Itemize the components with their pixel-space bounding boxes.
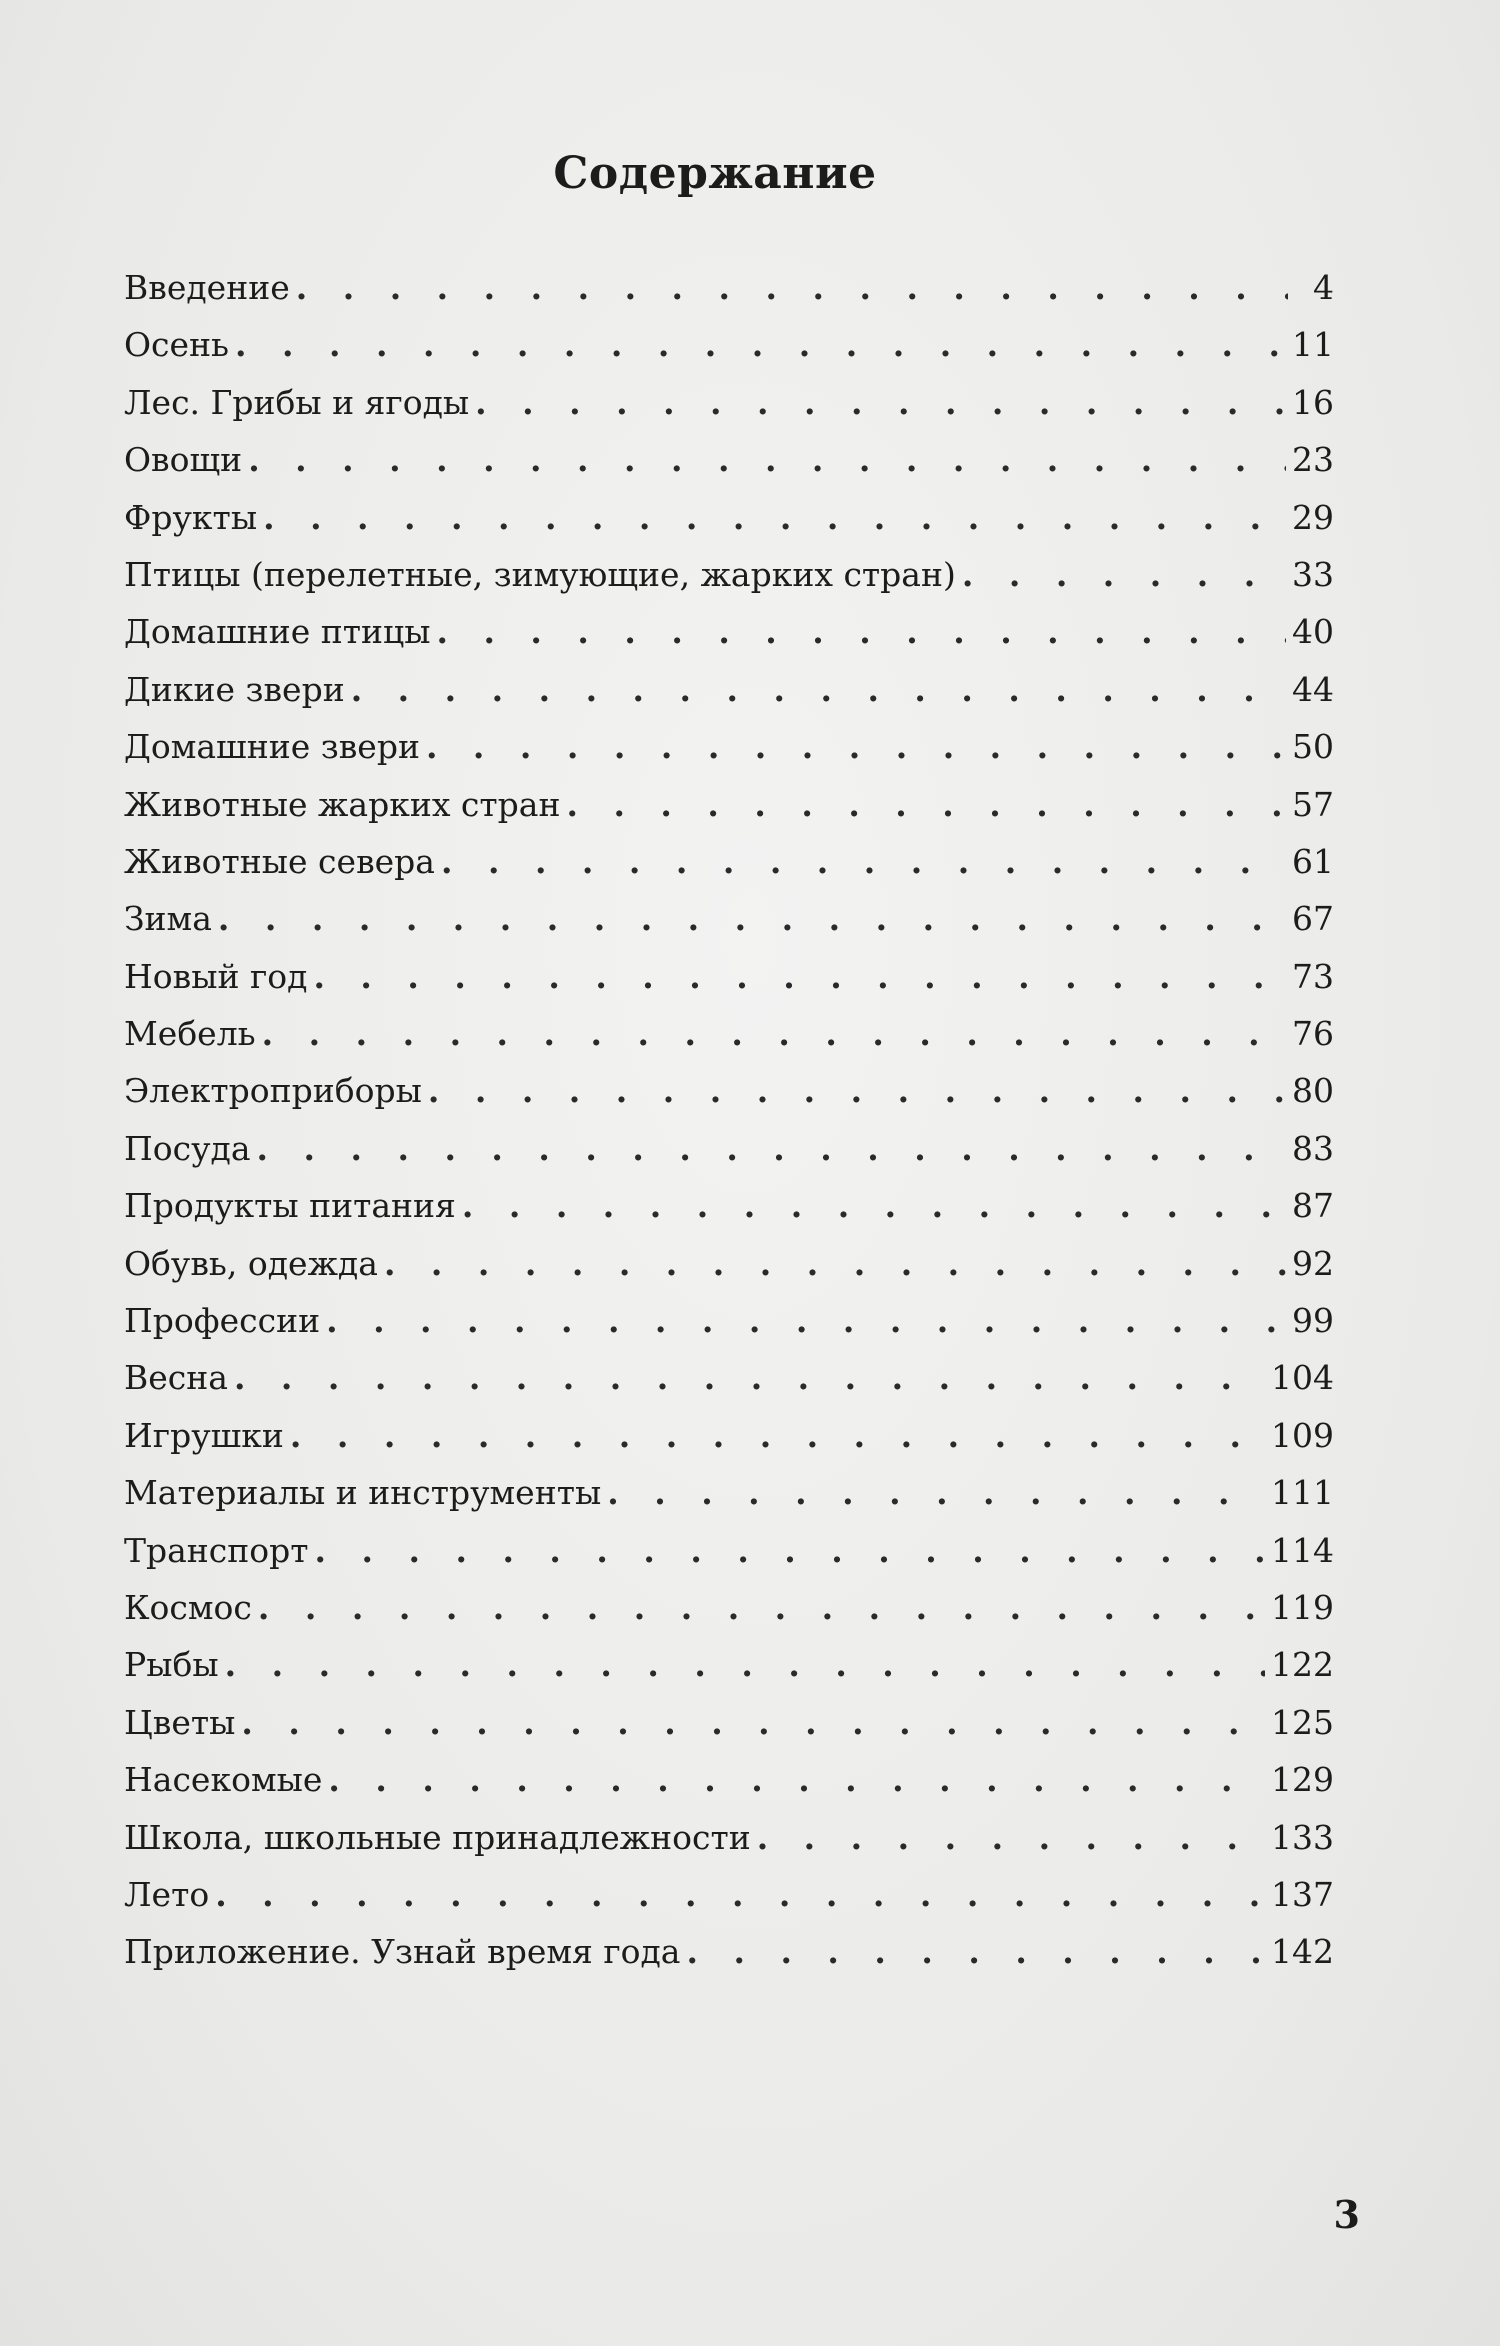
toc-entry-page: 50 <box>1292 727 1334 767</box>
dot-leader <box>566 785 1286 824</box>
toc-entry-title: Игрушки <box>124 1415 284 1455</box>
toc-entry <box>124 1818 1334 1875</box>
dot-leader <box>225 1645 1265 1684</box>
dot-leader <box>296 268 1288 307</box>
toc-entry <box>124 1301 1334 1358</box>
toc-entry-title: Цветы <box>124 1702 236 1742</box>
toc-entry <box>124 383 1334 440</box>
toc-entry-page: 76 <box>1292 1014 1334 1054</box>
page-number: 3 <box>1333 2192 1360 2237</box>
toc-entry <box>124 498 1334 555</box>
dot-leader <box>328 1760 1265 1799</box>
toc-entry-title: Мебель <box>124 1014 256 1054</box>
dot-leader <box>257 1129 1286 1168</box>
toc-entry-title: Животные севера <box>124 841 435 881</box>
toc-entry-page: 129 <box>1271 1760 1334 1800</box>
toc-entry <box>124 727 1334 784</box>
toc-entry-title: Космос <box>124 1587 252 1627</box>
toc-entry-title: Лес. Грибы и ягоды <box>124 382 470 422</box>
dot-leader <box>290 1416 1265 1455</box>
toc-entry-page: 23 <box>1292 440 1334 480</box>
toc-entry <box>124 1588 1334 1645</box>
toc-entry-page: 73 <box>1292 956 1334 996</box>
toc-entry <box>124 1186 1334 1243</box>
toc-entry-page: 125 <box>1271 1702 1334 1742</box>
toc-entry <box>124 1703 1334 1760</box>
toc-entry-title: Обувь, одежда <box>124 1243 378 1283</box>
toc-entry-title: Профессии <box>124 1301 321 1341</box>
toc-entry <box>124 670 1334 727</box>
toc-entry <box>124 1014 1334 1071</box>
toc-entry <box>124 1416 1334 1473</box>
toc-entry-title: Материалы и инструменты <box>124 1473 602 1513</box>
toc-entry-page: 119 <box>1271 1587 1334 1627</box>
dot-leader <box>436 612 1286 651</box>
dot-leader <box>234 1358 1265 1397</box>
toc-entry <box>124 1875 1334 1932</box>
dot-leader <box>235 325 1286 364</box>
toc-entry <box>124 785 1334 842</box>
toc-entry-title: Дикие звери <box>124 669 345 709</box>
table-of-contents <box>124 268 1334 1990</box>
toc-entry <box>124 1358 1334 1415</box>
toc-entry-page: 57 <box>1292 784 1334 824</box>
toc-entry-page: 109 <box>1271 1415 1334 1455</box>
toc-entry <box>124 1244 1334 1301</box>
toc-entry-page: 92 <box>1292 1243 1334 1283</box>
toc-entry-page: 29 <box>1292 497 1334 537</box>
dot-leader <box>313 957 1286 996</box>
toc-entry-title: Животные жарких стран <box>124 784 561 824</box>
toc-entry-title: Транспорт <box>124 1530 309 1570</box>
dot-leader <box>462 1186 1286 1225</box>
dot-leader <box>218 899 1286 938</box>
toc-entry-title: Зима <box>124 899 212 939</box>
toc-entry-title: Электроприборы <box>124 1071 422 1111</box>
toc-entry-title: Насекомые <box>124 1760 323 1800</box>
dot-leader <box>262 1014 1286 1053</box>
dot-leader <box>315 1531 1265 1570</box>
toc-entry-page: 67 <box>1292 899 1334 939</box>
toc-entry <box>124 1760 1334 1817</box>
toc-entry-title: Овощи <box>124 440 243 480</box>
page-title: Содержание <box>553 148 877 199</box>
dot-leader <box>241 1703 1265 1742</box>
dot-leader <box>351 670 1286 709</box>
toc-entry-page: 40 <box>1292 612 1334 652</box>
toc-entry-title: Лето <box>124 1874 210 1914</box>
toc-entry-page: 87 <box>1292 1186 1334 1226</box>
dot-leader <box>686 1932 1265 1971</box>
toc-entry-page: 114 <box>1271 1530 1334 1570</box>
toc-entry <box>124 1071 1334 1128</box>
toc-entry-title: Новый год <box>124 956 308 996</box>
toc-entry <box>124 555 1334 612</box>
toc-entry <box>124 1473 1334 1530</box>
dot-leader <box>326 1301 1286 1340</box>
toc-entry <box>124 440 1334 497</box>
dot-leader <box>607 1473 1265 1512</box>
toc-entry-page: 16 <box>1292 382 1334 422</box>
toc-entry-page: 142 <box>1271 1932 1334 1972</box>
dot-leader <box>426 727 1286 766</box>
toc-entry <box>124 1129 1334 1186</box>
toc-entry-page: 133 <box>1271 1817 1334 1857</box>
toc-entry-title: Птицы (перелетные, зимующие, жарких стран) <box>124 554 956 594</box>
toc-entry-page: 83 <box>1292 1128 1334 1168</box>
dot-leader <box>258 1588 1265 1627</box>
toc-entry-title: Домашние звери <box>124 727 420 767</box>
toc-entry <box>124 268 1334 325</box>
toc-entry <box>124 612 1334 669</box>
toc-entry-page: 111 <box>1271 1473 1334 1513</box>
toc-entry-page: 99 <box>1292 1301 1334 1341</box>
dot-leader <box>475 383 1286 422</box>
dot-leader <box>428 1071 1286 1110</box>
toc-entry-title: Школа, школьные принадлежности <box>124 1817 751 1857</box>
dot-leader <box>962 555 1286 594</box>
toc-entry-title: Приложение. Узнай время года <box>124 1932 681 1972</box>
toc-entry <box>124 1645 1334 1702</box>
toc-entry <box>124 325 1334 382</box>
toc-entry-page: 137 <box>1271 1874 1334 1914</box>
dot-leader <box>757 1818 1265 1857</box>
toc-entry-page: 61 <box>1292 841 1334 881</box>
toc-entry <box>124 1932 1334 1989</box>
toc-entry <box>124 842 1334 899</box>
toc-entry-title: Введение <box>124 268 290 307</box>
toc-entry-title: Фрукты <box>124 497 258 537</box>
toc-entry <box>124 957 1334 1014</box>
toc-entry-page: 11 <box>1292 325 1334 365</box>
dot-leader <box>215 1875 1265 1914</box>
toc-entry-title: Рыбы <box>124 1645 219 1685</box>
toc-entry-title: Домашние птицы <box>124 612 431 652</box>
toc-entry-page: 4 <box>1313 268 1334 307</box>
toc-entry <box>124 1531 1334 1588</box>
toc-entry-page: 104 <box>1271 1358 1334 1398</box>
dot-leader <box>248 440 1286 479</box>
dot-leader <box>263 498 1286 537</box>
toc-entry-title: Продукты питания <box>124 1186 456 1226</box>
toc-entry <box>124 899 1334 956</box>
toc-entry-page: 80 <box>1292 1071 1334 1111</box>
dot-leader <box>384 1244 1286 1283</box>
toc-entry-page: 44 <box>1292 669 1334 709</box>
toc-entry-title: Осень <box>124 325 230 365</box>
dot-leader <box>441 842 1286 881</box>
toc-entry-title: Весна <box>124 1358 228 1398</box>
toc-entry-title: Посуда <box>124 1128 251 1168</box>
toc-entry-page: 33 <box>1292 554 1334 594</box>
toc-entry-page: 122 <box>1271 1645 1334 1685</box>
